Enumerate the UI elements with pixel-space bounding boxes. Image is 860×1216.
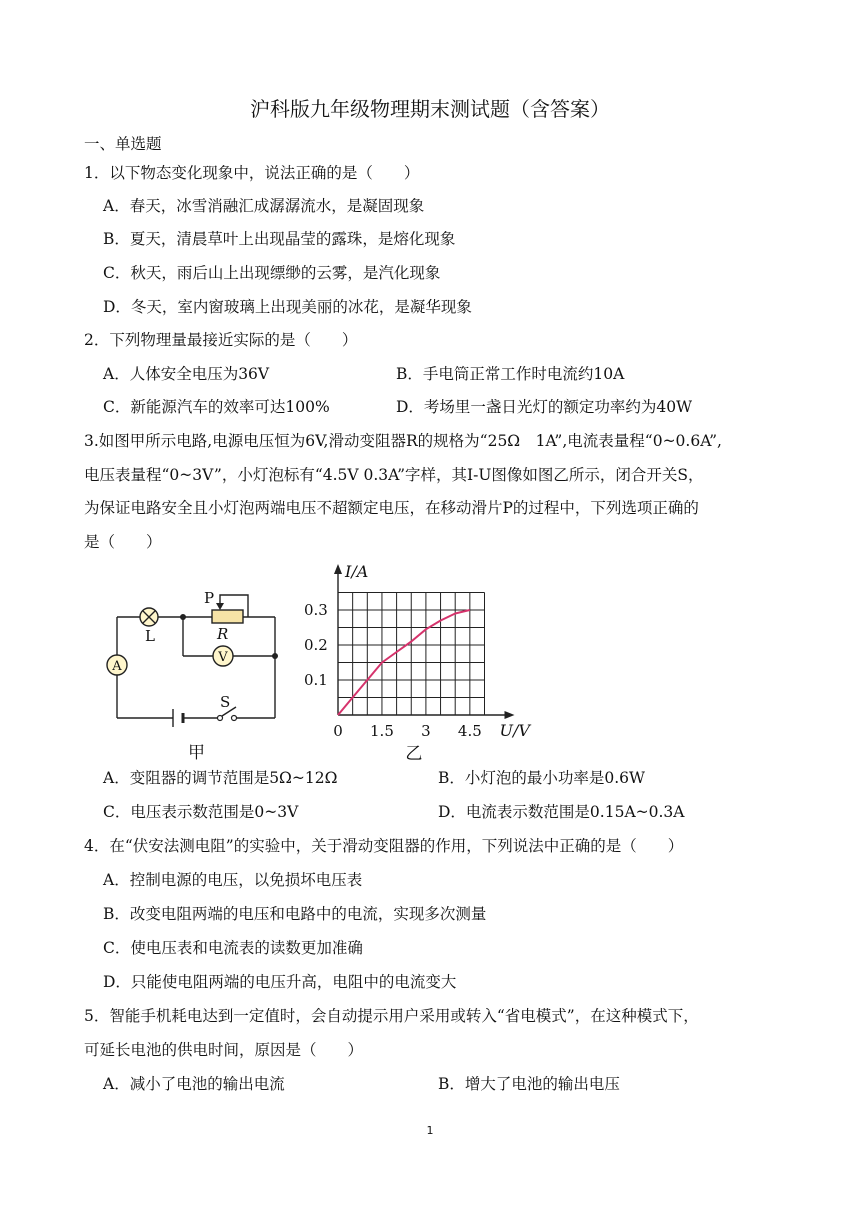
x-tick-label: 0 bbox=[333, 722, 343, 740]
section-heading: 一、单选题 bbox=[84, 135, 162, 153]
x-axis-label: U/V bbox=[499, 721, 530, 740]
x-tick-label: 4.5 bbox=[457, 722, 482, 740]
y-tick-label: 0.3 bbox=[304, 601, 328, 619]
y-tick-label: 0.1 bbox=[304, 671, 328, 689]
q1-option-a: A．春天，冰雪消融汇成潺潺流水，是凝固现象 bbox=[103, 197, 425, 215]
q1-option-d: D．冬天，室内窗玻璃上出现美丽的冰花，是凝华现象 bbox=[103, 298, 472, 316]
figure-jia-caption: 甲 bbox=[188, 743, 205, 763]
switch-label: S bbox=[220, 693, 231, 711]
q4-option-c: C．使电压表和电流表的读数更加准确 bbox=[103, 939, 363, 957]
q3-option-c: C．电压表示数范围是0~3V bbox=[103, 803, 299, 821]
q5-option-b: B．增大了电池的输出电压 bbox=[438, 1075, 620, 1093]
q4-option-b: B．改变电阻两端的电压和电路中的电流，实现多次测量 bbox=[103, 905, 487, 923]
q3-option-b: B．小灯泡的最小功率是0.6W bbox=[438, 769, 645, 787]
junction-dot-top bbox=[180, 614, 186, 620]
x-axis-arrow-icon bbox=[505, 711, 515, 719]
question-5-stem-line-1: 5．智能手机耗电达到一定值时，会自动提示用户采用或转入“省电模式”，在这种模式下， bbox=[84, 1007, 699, 1025]
voltmeter-label: V bbox=[218, 650, 228, 665]
q1-option-c: C．秋天，雨后山上出现缥缈的云雾，是汽化现象 bbox=[103, 264, 441, 282]
rheostat-icon bbox=[212, 610, 243, 623]
q4-option-a: A．控制电源的电压，以免损坏电压表 bbox=[103, 871, 363, 889]
page-title: 沪科版九年级物理期末测试题（含答案） bbox=[250, 97, 610, 121]
question-4-stem: 4．在“伏安法测电阻”的实验中，关于滑动变阻器的作用，下列说法中正确的是（ ） bbox=[84, 837, 684, 855]
lamp-label: L bbox=[145, 627, 155, 645]
q2-option-d: D．考场里一盏日光灯的额定功率约为40W bbox=[396, 398, 693, 416]
q4-option-d: D．只能使电阻两端的电压升高，电阻中的电流变大 bbox=[103, 973, 457, 991]
rheostat-label: R bbox=[217, 625, 229, 643]
q2-option-c: C．新能源汽车的效率可达100% bbox=[103, 398, 330, 416]
question-3-stem-line-2: 电压表量程“0~3V”，小灯泡标有“4.5V 0.3A”字样，其I-U图像如图乙所示，闭合开关S， bbox=[84, 466, 704, 484]
question-5-stem-line-2: 可延长电池的供电时间，原因是（ ） bbox=[84, 1041, 364, 1059]
circuit-diagram bbox=[100, 585, 290, 765]
question-3-stem-line-1: 3.如图甲所示电路,电源电压恒为6V,滑动变阻器R的规格为“25Ω 1A”,电流表量程“0~0.6A”, bbox=[84, 432, 722, 450]
question-3-stem-line-3: 为保证电路安全且小灯泡两端电压不超额定电压，在移动滑片P的过程中，下列选项正确的 bbox=[84, 499, 699, 517]
question-2-stem: 2．下列物理量最接近实际的是（ ） bbox=[84, 331, 358, 349]
figure-yi-caption: 乙 bbox=[405, 744, 423, 764]
y-axis-label: I/A bbox=[345, 562, 369, 581]
ammeter-label: A bbox=[112, 659, 122, 674]
q1-option-b: B．夏天，清晨草叶上出现晶莹的露珠，是熔化现象 bbox=[103, 230, 456, 248]
slider-arrow-icon bbox=[216, 603, 224, 610]
slider-label: P bbox=[204, 589, 215, 607]
q3-option-a: A．变阻器的调节范围是5Ω~12Ω bbox=[103, 769, 338, 787]
page-number: 1 bbox=[426, 1124, 434, 1137]
chart-axes bbox=[334, 564, 515, 719]
q2-option-b: B．手电筒正常工作时电流约10A bbox=[396, 365, 625, 383]
y-tick-label: 0.2 bbox=[304, 636, 328, 654]
y-axis-arrow-icon bbox=[334, 564, 342, 574]
battery-icon bbox=[173, 709, 183, 727]
q5-option-a: A．减小了电池的输出电流 bbox=[103, 1075, 285, 1093]
junction-dot-right bbox=[272, 653, 278, 659]
iu-graph bbox=[300, 560, 535, 765]
lamp-icon bbox=[140, 608, 158, 626]
q3-option-d: D．电流表示数范围是0.15A~0.3A bbox=[438, 803, 685, 821]
q2-option-a: A．人体安全电压为36V bbox=[103, 365, 270, 383]
x-tick-label: 1.5 bbox=[370, 722, 394, 740]
x-tick-label: 3 bbox=[421, 722, 431, 740]
question-3-stem-line-4: 是（ ） bbox=[84, 533, 162, 551]
question-1-stem: 1．以下物态变化现象中，说法正确的是（ ） bbox=[84, 164, 420, 182]
